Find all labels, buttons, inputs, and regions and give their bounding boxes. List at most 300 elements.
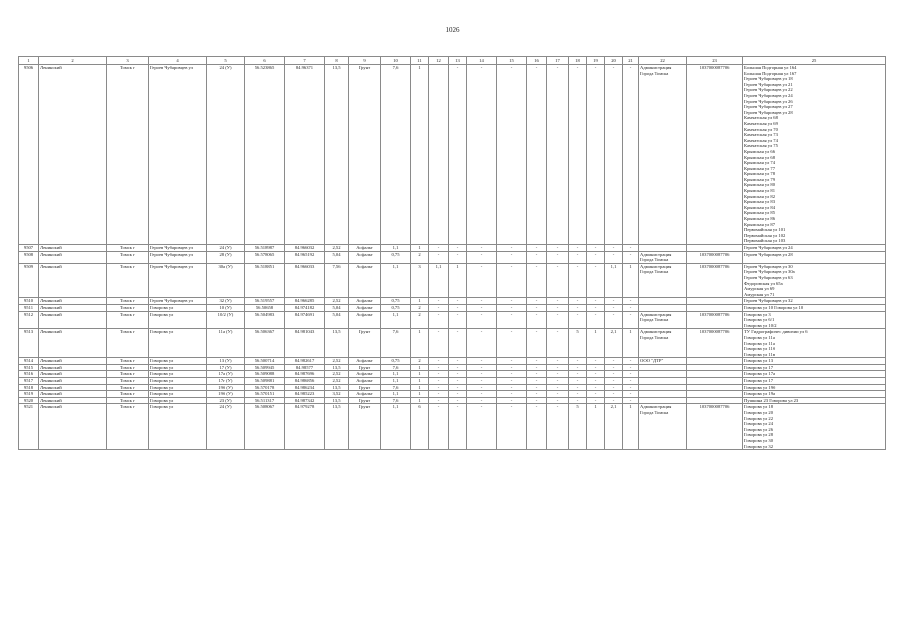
table-cell: 1037000087706 — [687, 404, 743, 450]
table-cell: - — [527, 404, 547, 450]
table-cell: 56.50658 — [245, 304, 285, 311]
address-line: Крымская ул 80 — [744, 182, 775, 188]
table-body — [19, 57, 886, 450]
table-cell: 1 — [411, 364, 429, 371]
table-cell: 56.509881 — [245, 378, 285, 385]
table-cell: - — [623, 397, 639, 404]
table-cell: Говорова ул — [149, 311, 207, 329]
table-cell: - — [569, 397, 587, 404]
table-cell: 24 (У) — [207, 404, 245, 450]
address-list-cell — [743, 263, 886, 298]
table-cell: 9509 — [19, 263, 39, 298]
table-cell: 1037000087706 — [687, 263, 743, 298]
table-cell: 1 — [411, 391, 429, 398]
table-cell: Томск г — [107, 298, 149, 305]
table-cell: 2,52 — [325, 358, 349, 365]
table-cell: 56.506367 — [245, 329, 285, 358]
table-cell: 9512 — [19, 311, 39, 329]
table-cell: - — [623, 378, 639, 385]
table-cell: - — [623, 364, 639, 371]
table-cell: ООО "ДТР" — [639, 358, 687, 365]
address-line: Крымская ул 83 — [744, 199, 775, 205]
table-cell: - — [547, 397, 569, 404]
table-cell: Ленинский — [39, 378, 107, 385]
address-line: Говорова ул 11б — [744, 346, 776, 352]
table-cell: - — [467, 263, 497, 298]
column-number: 19 — [587, 57, 605, 65]
table-cell: - — [527, 384, 547, 391]
table-cell: Героев Чубаровцев ул — [149, 263, 207, 298]
table-cell: - — [547, 65, 569, 245]
table-cell: - — [527, 251, 547, 263]
address-list-cell — [743, 65, 886, 245]
table-row — [19, 329, 886, 358]
table-cell: 84.986856 — [285, 378, 325, 385]
address-line: Героев Чубаровцев ул 32 — [744, 298, 793, 304]
table-cell: 13,5 — [325, 364, 349, 371]
table-cell: - — [527, 298, 547, 305]
table-cell — [639, 384, 687, 391]
table-cell: 13,5 — [325, 404, 349, 450]
table-cell: 84.982617 — [285, 358, 325, 365]
column-number: 12 — [429, 57, 449, 65]
table-cell: - — [497, 311, 527, 329]
table-cell: 84.979278 — [285, 404, 325, 450]
column-number: 14 — [467, 57, 497, 65]
table-cell: Героев Чубаровцев ул — [149, 251, 207, 263]
table-cell: 56.504983 — [245, 311, 285, 329]
table-cell: Ленинский — [39, 263, 107, 298]
table-cell: Асфальт — [349, 371, 381, 378]
table-cell: 7,6 — [381, 364, 411, 371]
table-cell: - — [587, 263, 605, 298]
table-cell: Грунт — [349, 65, 381, 245]
table-cell: 24 (У) — [207, 65, 245, 245]
table-cell: - — [587, 358, 605, 365]
table-cell: - — [449, 404, 467, 450]
table-cell: - — [605, 378, 623, 385]
table-cell: 9518 — [19, 384, 39, 391]
table-cell — [639, 378, 687, 385]
address-list-cell — [743, 329, 886, 358]
table-cell: 2,52 — [325, 298, 349, 305]
table-cell: 9506 — [19, 65, 39, 245]
table-cell: - — [467, 329, 497, 358]
table-cell: 56.519557 — [245, 298, 285, 305]
table-cell: 1,1 — [381, 311, 411, 329]
table-cell: - — [497, 397, 527, 404]
table-cell: - — [587, 378, 605, 385]
table-cell: 84.966033 — [285, 263, 325, 298]
table-cell: Ленинский — [39, 371, 107, 378]
table-cell: - — [527, 358, 547, 365]
table-cell: - — [547, 378, 569, 385]
table-cell: 1,1 — [381, 263, 411, 298]
address-line: Говорова ул 10 Говорова ул 10 — [744, 304, 804, 310]
table-cell: 2 — [411, 311, 429, 329]
table-cell: 56.570178 — [245, 384, 285, 391]
table-cell: - — [623, 245, 639, 252]
table-cell: - — [569, 65, 587, 245]
table-cell: - — [605, 358, 623, 365]
table-cell: - — [623, 358, 639, 365]
table-cell: - — [429, 311, 449, 329]
table-cell: - — [623, 384, 639, 391]
table-cell: 6 — [411, 404, 429, 450]
column-number: 17 — [547, 57, 569, 65]
table-cell: 1,1 — [381, 371, 411, 378]
table-row — [19, 251, 886, 263]
table-cell: - — [605, 364, 623, 371]
table-cell: 3 — [411, 263, 429, 298]
address-list-cell — [743, 251, 886, 263]
address-line: Федоровская ул 65а — [744, 280, 783, 286]
table-cell — [687, 371, 743, 378]
table-cell: 84.966032 — [285, 245, 325, 252]
table-cell: Администрация Города Томска — [639, 65, 687, 245]
table-cell — [687, 304, 743, 311]
table-cell: Асфальт — [349, 391, 381, 398]
table-cell: - — [605, 304, 623, 311]
table-cell: Говорова ул — [149, 371, 207, 378]
address-line: Героев Чубаровцев ул 63 — [744, 274, 793, 280]
table-cell: - — [467, 358, 497, 365]
table-cell: Томск г — [107, 384, 149, 391]
table-cell: - — [605, 65, 623, 245]
table-cell: Ленинский — [39, 245, 107, 252]
table-cell: - — [449, 364, 467, 371]
table-cell: 84.986234 — [285, 384, 325, 391]
table-cell: - — [449, 391, 467, 398]
table-cell: Томск г — [107, 397, 149, 404]
table-cell: - — [497, 378, 527, 385]
table-cell: 84.987342 — [285, 397, 325, 404]
table-cell: Героев Чубаровцев ул — [149, 245, 207, 252]
address-list-cell — [743, 404, 886, 450]
table-cell: Ленинский — [39, 251, 107, 263]
table-cell: - — [605, 298, 623, 305]
table-cell: - — [547, 251, 569, 263]
column-number: 22 — [639, 57, 687, 65]
table-cell: - — [547, 384, 569, 391]
table-cell: - — [587, 397, 605, 404]
table-cell: 1 — [623, 404, 639, 450]
table-cell: 9519 — [19, 391, 39, 398]
table-cell: - — [429, 378, 449, 385]
table-cell: Томск г — [107, 358, 149, 365]
table-cell: - — [569, 251, 587, 263]
address-line: Говорова ул 6/1 — [744, 317, 775, 323]
table-cell: Грунт — [349, 329, 381, 358]
table-cell: - — [547, 391, 569, 398]
table-cell: 84.965192 — [285, 251, 325, 263]
table-cell: - — [547, 329, 569, 358]
address-line: Героев Чубаровцев ул 24 — [744, 245, 793, 250]
table-cell: - — [497, 391, 527, 398]
table-cell — [639, 364, 687, 371]
table-cell: - — [587, 298, 605, 305]
table-cell: - — [449, 311, 467, 329]
table-cell: 13,5 — [325, 384, 349, 391]
table-cell: 0,75 — [381, 358, 411, 365]
table-row — [19, 391, 886, 398]
table-cell: 1037000087706 — [687, 329, 743, 358]
table-row — [19, 245, 886, 252]
address-list-cell — [743, 304, 886, 311]
table-cell: 30а (У) — [207, 263, 245, 298]
table-cell: - — [623, 304, 639, 311]
table-cell: - — [569, 245, 587, 252]
table-cell: 13 (У) — [207, 358, 245, 365]
table-cell: - — [429, 404, 449, 450]
address-list-cell — [743, 311, 886, 329]
table-row — [19, 358, 886, 365]
table-cell: - — [449, 358, 467, 365]
table-cell: - — [623, 65, 639, 245]
address-line: Крымская ул 78 — [744, 171, 775, 177]
table-cell: - — [569, 304, 587, 311]
table-cell: - — [547, 263, 569, 298]
table-cell: - — [449, 329, 467, 358]
table-cell: 1 — [411, 245, 429, 252]
table-cell: - — [569, 311, 587, 329]
table-cell: - — [497, 364, 527, 371]
column-number: 3 — [107, 57, 149, 65]
address-line: Говорова ул 20 — [744, 410, 774, 416]
table-cell: Томск г — [107, 371, 149, 378]
table-cell: 23 (У) — [207, 397, 245, 404]
address-line: Большая Подгорная ул 167 — [744, 70, 797, 76]
table-cell: 5,04 — [325, 311, 349, 329]
table-cell: Ленинский — [39, 404, 107, 450]
table-cell: 84.966285 — [285, 298, 325, 305]
table-cell: - — [569, 358, 587, 365]
table-cell: 1,1 — [381, 378, 411, 385]
address-line: Камчатская ул 75 — [744, 143, 778, 149]
address-line: Говорова ул 11а — [744, 334, 775, 340]
table-cell: - — [587, 311, 605, 329]
table-cell: - — [497, 65, 527, 245]
table-cell: 9510 — [19, 298, 39, 305]
column-number-row — [19, 57, 886, 65]
table-cell: Асфальт — [349, 263, 381, 298]
address-list-cell — [743, 245, 886, 252]
table-cell: - — [569, 384, 587, 391]
table-cell: - — [497, 329, 527, 358]
table-cell: - — [527, 378, 547, 385]
table-row — [19, 298, 886, 305]
table-cell: Говорова ул — [149, 391, 207, 398]
table-cell — [687, 245, 743, 252]
table-cell: Ленинский — [39, 65, 107, 245]
table-cell: 0,75 — [381, 251, 411, 263]
address-line: Камчатская ул 68 — [744, 115, 778, 121]
table-row — [19, 404, 886, 450]
registry-table — [18, 56, 886, 450]
table-cell: Томск г — [107, 391, 149, 398]
address-line: Героев Чубаровцев ул 24 — [744, 92, 793, 98]
table-cell: - — [527, 65, 547, 245]
table-cell: 56.508067 — [245, 404, 285, 450]
table-row — [19, 397, 886, 404]
table-cell: - — [547, 304, 569, 311]
table-cell: - — [467, 251, 497, 263]
table-cell: Томск г — [107, 311, 149, 329]
table-cell: 1 — [411, 397, 429, 404]
table-cell: Асфальт — [349, 378, 381, 385]
address-line: Говорова ул 3 — [744, 311, 771, 317]
table-row — [19, 311, 886, 329]
table-cell: - — [429, 245, 449, 252]
table-cell: 0,75 — [381, 304, 411, 311]
column-number: 6 — [245, 57, 285, 65]
table-cell: - — [587, 65, 605, 245]
table-cell: - — [623, 251, 639, 263]
table-cell: 56.509088 — [245, 371, 285, 378]
table-cell: 10/2 (У) — [207, 311, 245, 329]
table-cell: - — [547, 245, 569, 252]
table-cell: Грунт — [349, 404, 381, 450]
table-cell: - — [497, 304, 527, 311]
table-cell: Томск г — [107, 263, 149, 298]
column-number: 25 — [743, 57, 886, 65]
table-cell: - — [527, 311, 547, 329]
table-cell: 1 — [623, 329, 639, 358]
table-cell: - — [569, 263, 587, 298]
table-cell: Героев Чубаровцев ул — [149, 65, 207, 245]
table-cell: 13,5 — [325, 65, 349, 245]
table-cell: - — [467, 245, 497, 252]
table-cell: 84.987696 — [285, 371, 325, 378]
column-number: 23 — [687, 57, 743, 65]
address-line: Говорова ул 32 — [744, 443, 774, 449]
table-cell: - — [623, 311, 639, 329]
table-cell: 7,56 — [325, 263, 349, 298]
table-cell — [639, 304, 687, 311]
table-cell: - — [569, 364, 587, 371]
table-cell: - — [429, 364, 449, 371]
table-cell — [639, 298, 687, 305]
table-cell: 11а (У) — [207, 329, 245, 358]
table-cell: - — [605, 371, 623, 378]
column-number: 15 — [497, 57, 527, 65]
address-line: Крымская ул 84 — [744, 204, 775, 210]
table-cell: 5,04 — [325, 304, 349, 311]
address-line: Камчатская ул 74 — [744, 137, 778, 143]
table-cell: - — [587, 391, 605, 398]
table-cell: 17г (У) — [207, 378, 245, 385]
address-line: Амурская ул 69 — [744, 286, 775, 292]
table-cell: 56.578065 — [245, 251, 285, 263]
address-line: Крымская ул 77 — [744, 165, 775, 171]
column-number: 8 — [325, 57, 349, 65]
table-cell: - — [467, 65, 497, 245]
table-cell: 1037000087706 — [687, 65, 743, 245]
address-line: Говорова ул 26 — [744, 426, 774, 432]
table-cell: - — [527, 391, 547, 398]
table-cell: - — [605, 311, 623, 329]
address-list-cell — [743, 384, 886, 391]
address-line: Крымская ул 82 — [744, 193, 775, 199]
table-row — [19, 371, 886, 378]
table-cell: 1 — [587, 329, 605, 358]
table-cell: 56.570151 — [245, 391, 285, 398]
address-line: Говорова ул 30 — [744, 438, 774, 443]
table-cell: 1,1 — [381, 391, 411, 398]
table-cell: 9516 — [19, 371, 39, 378]
table-cell: 17 (У) — [207, 364, 245, 371]
table-cell: - — [587, 384, 605, 391]
table-cell — [639, 391, 687, 398]
table-cell: Асфальт — [349, 251, 381, 263]
table-cell: 13,5 — [325, 329, 349, 358]
table-cell: - — [449, 251, 467, 263]
table-cell — [687, 391, 743, 398]
table-cell: 1 — [411, 378, 429, 385]
address-line: Крымская ул 85 — [744, 210, 775, 216]
table-cell: - — [547, 371, 569, 378]
table-cell: 9517 — [19, 378, 39, 385]
table-cell: Администрация Города Томска — [639, 329, 687, 358]
table-cell: Ленинский — [39, 384, 107, 391]
table-cell: - — [497, 245, 527, 252]
address-list-cell — [743, 391, 886, 398]
table-cell: - — [497, 371, 527, 378]
table-cell: 56.518987 — [245, 245, 285, 252]
column-number: 10 — [381, 57, 411, 65]
table-cell: Ленинский — [39, 391, 107, 398]
address-list-cell — [743, 364, 886, 371]
table-cell: 9520 — [19, 397, 39, 404]
table-cell: Ленинский — [39, 397, 107, 404]
table-cell: - — [587, 251, 605, 263]
column-number: 5 — [207, 57, 245, 65]
table-cell: Героев Чубаровцев ул — [149, 298, 207, 305]
table-cell: Говорова ул — [149, 384, 207, 391]
address-line: Героев Чубаровцев ул 26 — [744, 98, 793, 104]
table-cell: Грунт — [349, 397, 381, 404]
table-cell: - — [467, 304, 497, 311]
address-line: Крымская ул 87 — [744, 221, 775, 227]
table-cell — [687, 364, 743, 371]
table-cell: 1 — [411, 298, 429, 305]
address-line: Крымская ул 68 — [744, 154, 775, 160]
table-cell: - — [569, 378, 587, 385]
table-cell: 2,52 — [325, 378, 349, 385]
column-number: 11 — [411, 57, 429, 65]
table-cell: Говорова ул — [149, 378, 207, 385]
table-cell: 32 (У) — [207, 298, 245, 305]
table-cell: - — [467, 298, 497, 305]
table-cell: - — [429, 384, 449, 391]
table-cell: Томск г — [107, 329, 149, 358]
table-cell: 7,6 — [381, 384, 411, 391]
address-line: Героев Чубаровцев ул 30 — [744, 263, 793, 269]
table-cell: - — [587, 245, 605, 252]
table-cell: - — [587, 304, 605, 311]
address-line: Говорова ул 19б — [744, 384, 776, 390]
table-cell: - — [467, 391, 497, 398]
address-line: Крымская ул 66 — [744, 148, 775, 154]
table-cell: - — [467, 404, 497, 450]
address-line: Большая Подгорная ул 164 — [744, 65, 797, 70]
page-number: 1026 — [445, 26, 460, 34]
table-cell: - — [605, 397, 623, 404]
address-line: Героев Чубаровцев ул 22 — [744, 87, 793, 93]
table-cell: 1,1 — [381, 404, 411, 450]
table-row — [19, 65, 886, 245]
address-line: Говорова ул 19а — [744, 391, 776, 397]
